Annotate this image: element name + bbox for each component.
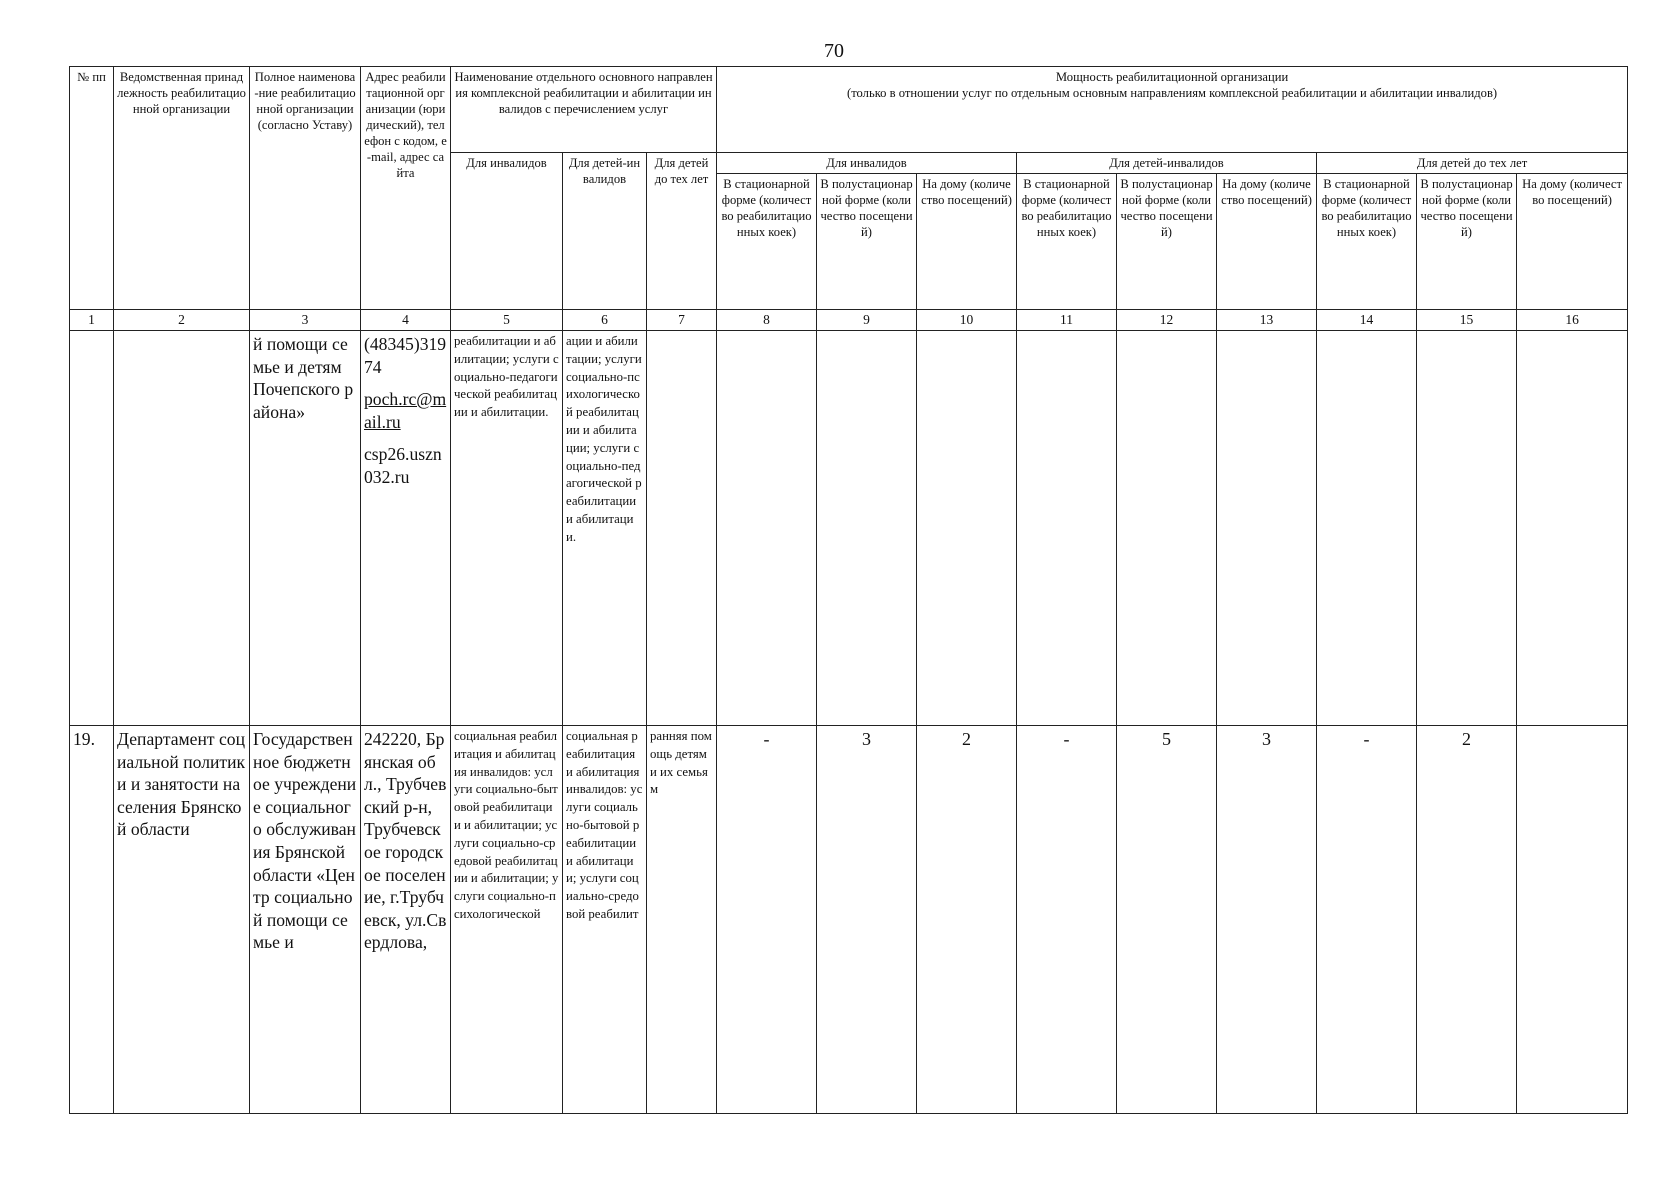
cell-value — [1517, 331, 1628, 726]
cell-value: 2 — [1417, 726, 1517, 1114]
cell-value — [1517, 726, 1628, 1114]
header-inpatient: В стационарной форме (количество реабилитационных коек) — [717, 174, 817, 310]
header-semi-inpatient: В полустационарной форме (количество посещений) — [1417, 174, 1517, 310]
cell-services-disabled: реабилитации и абилитации; услуги социально-педагогической реабилитации и абилитации. — [451, 331, 563, 726]
header-no: № пп — [70, 67, 114, 310]
cell-value: 3 — [817, 726, 917, 1114]
email-link[interactable]: poch.rc@mail.ru — [364, 389, 447, 432]
header-for-disabled-children: Для детей-инвалидов — [1017, 153, 1317, 174]
cell-value: 3 — [1217, 726, 1317, 1114]
cell-services-children-before: ранняя помощь детям и их семьям — [647, 726, 717, 1114]
column-number: 4 — [361, 310, 451, 331]
header-home: На дому (количество посещений) — [917, 174, 1017, 310]
cell-value — [1017, 331, 1117, 726]
cell-value — [817, 331, 917, 726]
column-number: 14 — [1317, 310, 1417, 331]
column-number: 3 — [250, 310, 361, 331]
header-for-disabled: Для инвалидов — [717, 153, 1017, 174]
cell-value — [1217, 331, 1317, 726]
cell-address: 242220, Брянская обл., Трубчевский р-н, Трубчевское городское поселение, г.Трубчевск, ул.Свердлова, — [361, 726, 451, 1114]
cell-value — [1417, 331, 1517, 726]
header-semi-inpatient: В полустационарной форме (количество посещений) — [817, 174, 917, 310]
cell-affiliation: Департамент социальной политики и занятости населения Брянской области — [114, 726, 250, 1114]
header-address: Адрес реабилитационной организации (юридический), телефон с кодом, e-mail, адрес сайта — [361, 67, 451, 310]
column-number: 15 — [1417, 310, 1517, 331]
column-number: 5 — [451, 310, 563, 331]
column-number: 7 — [647, 310, 717, 331]
cell-value: - — [1317, 726, 1417, 1114]
cell-value: 5 — [1117, 726, 1217, 1114]
cell-address — [361, 331, 451, 726]
cell-services-disabled: социальная реабилитация и абилитация инвалидов: услуги социально-бытовой реабилитации и абилитации; услуги социально-средовой реабилитации и абилитации; услуги социально-психологической — [451, 726, 563, 1114]
column-number: 8 — [717, 310, 817, 331]
cell-affiliation — [114, 331, 250, 726]
column-number: 16 — [1517, 310, 1628, 331]
column-number: 2 — [114, 310, 250, 331]
cell-services-children: ации и абилитации; услуги социально-психологической реабилитации и абилитации; услуги социально-педагогической реабилитации и абилитации. — [563, 331, 647, 726]
header-inpatient: В стационарной форме (количество реабилитационных коек) — [1317, 174, 1417, 310]
cell-full-name: й помощи семье и детям Почепского района» — [250, 331, 361, 726]
cell-services-children-before — [647, 331, 717, 726]
column-number: 9 — [817, 310, 917, 331]
cell-value — [1317, 331, 1417, 726]
header-dir-children: Для детей-инвалидов — [563, 153, 647, 310]
phone-text: (48345)31974 — [364, 334, 447, 377]
header-direction: Наименование отдельного основного направления комплексной реабилитации и абилитации инвалидов с перечислением услуг — [451, 67, 717, 153]
header-dir-children-before: Для детей до тех лет — [647, 153, 717, 310]
table-row-19 — [70, 726, 1628, 1114]
cell-services-children: социальная реабилитация и абилитация инвалидов: услуги социально-бытовой реабилитации и абилитации; услуги социально-средовой реабилит — [563, 726, 647, 1114]
page-number: 70 — [824, 40, 844, 62]
column-number: 12 — [1117, 310, 1217, 331]
header-for-children-before: Для детей до тех лет — [1317, 153, 1628, 174]
cell-value — [917, 331, 1017, 726]
table-row-continued — [70, 331, 1628, 726]
column-number: 6 — [563, 310, 647, 331]
cell-no — [70, 331, 114, 726]
column-number-row — [70, 310, 1628, 331]
header-home: На дому (количество посещений) — [1517, 174, 1628, 310]
cell-value: - — [1017, 726, 1117, 1114]
cell-value — [1117, 331, 1217, 726]
cell-value: - — [717, 726, 817, 1114]
header-dir-disabled: Для инвалидов — [451, 153, 563, 310]
header-home: На дому (количество посещений) — [1217, 174, 1317, 310]
header-affiliation: Ведомственная принадлежность реабилитационной организации — [114, 67, 250, 310]
header-row-1 — [70, 67, 1628, 153]
header-capacity-note: (только в отношении услуг по отдельным основным направлениям комплексной реабилитации и абилитации инвалидов) — [847, 86, 1498, 100]
column-number: 11 — [1017, 310, 1117, 331]
header-full-name: Полное наименова-ние реабилитационной организации (согласно Уставу) — [250, 67, 361, 310]
header-inpatient: В стационарной форме (количество реабилитационных коек) — [1017, 174, 1117, 310]
rehab-organizations-table — [69, 66, 1628, 1114]
cell-value — [717, 331, 817, 726]
column-number: 13 — [1217, 310, 1317, 331]
header-semi-inpatient: В полустационарной форме (количество посещений) — [1117, 174, 1217, 310]
cell-full-name: Государственное бюджетное учреждение социального обслуживания Брянской области «Центр социальной помощи семье и — [250, 726, 361, 1114]
cell-no: 19. — [70, 726, 114, 1114]
header-capacity-title: Мощность реабилитационной организации — [1055, 70, 1289, 84]
cell-value: 2 — [917, 726, 1017, 1114]
site-text: csp26.uszn032.ru — [364, 444, 442, 487]
header-capacity — [717, 67, 1628, 153]
column-number: 1 — [70, 310, 114, 331]
column-number: 10 — [917, 310, 1017, 331]
